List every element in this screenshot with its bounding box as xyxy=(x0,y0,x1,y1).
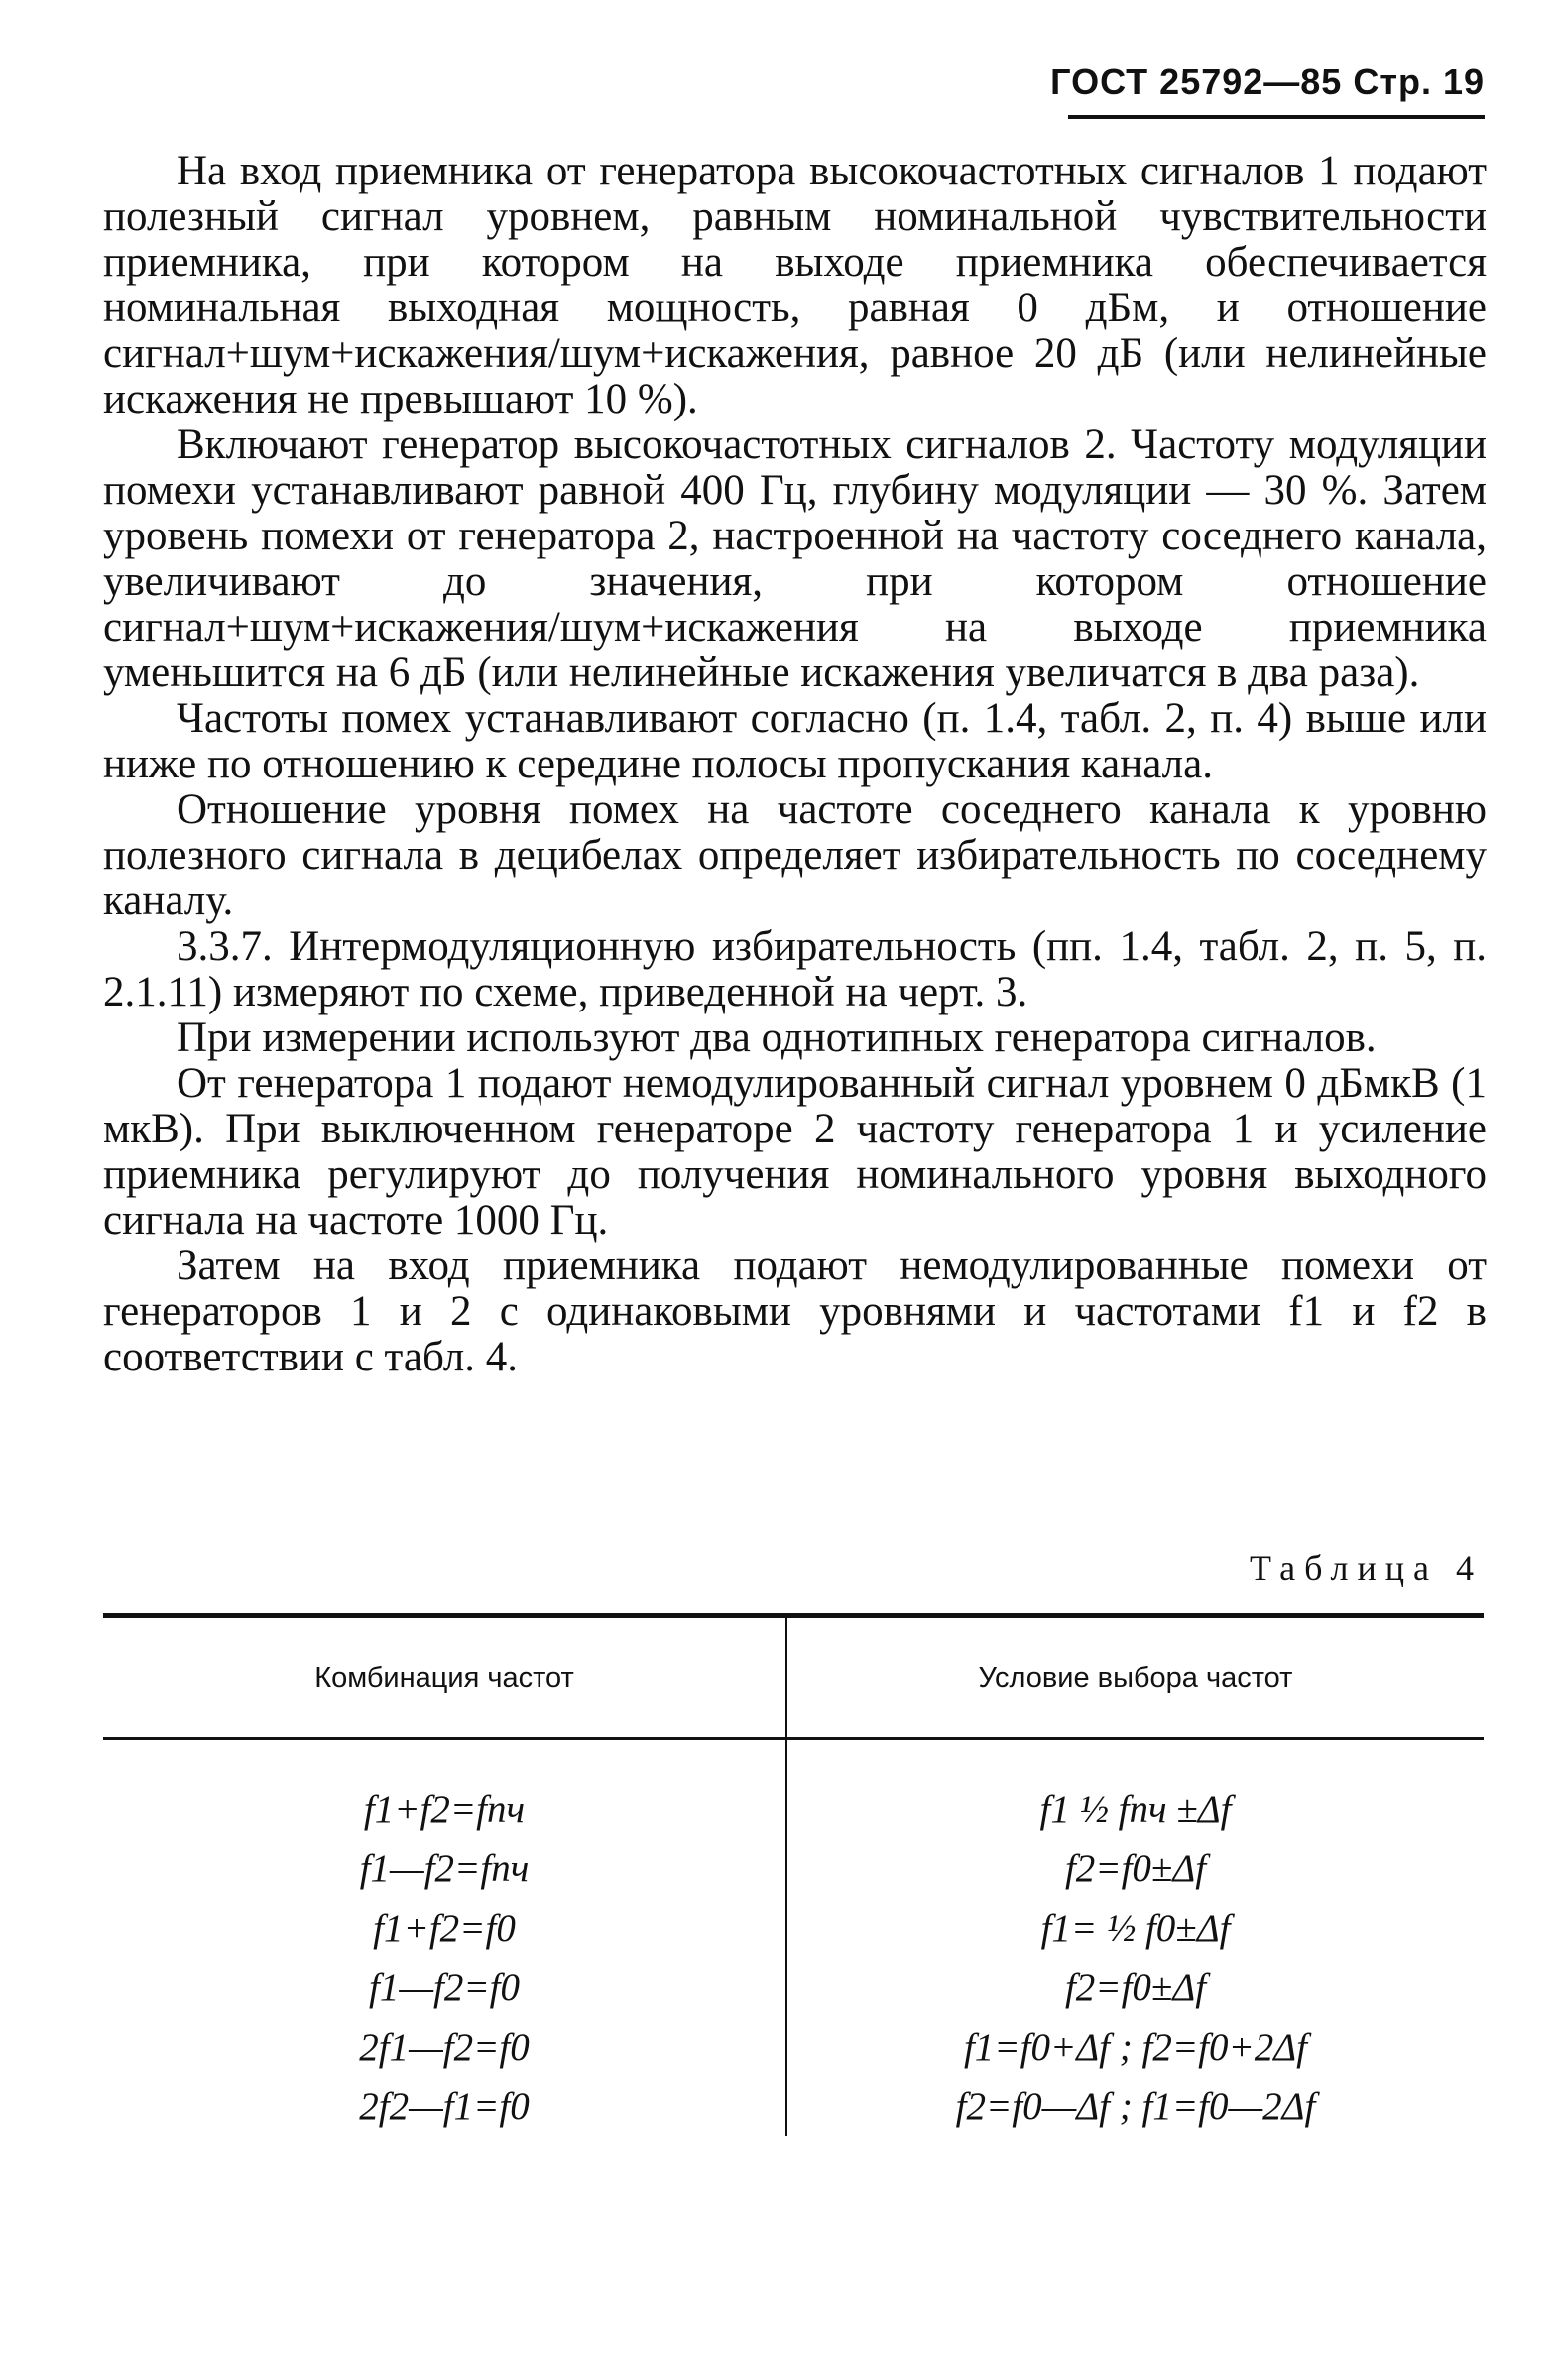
column-header-condition: Условие выбора частот xyxy=(786,1616,1484,1739)
table-cell: 2f2—f1=f0 xyxy=(103,2077,786,2136)
frequency-table xyxy=(103,1613,1484,2136)
table-cell: f1+f2=f0 xyxy=(103,1898,786,1958)
table-row xyxy=(103,1839,1484,1898)
paragraph: При измерении используют два однотипных генератора сигналов. xyxy=(177,1014,1377,1061)
table-cell: f1+f2=fпч xyxy=(103,1739,786,1840)
table-row xyxy=(103,2077,1484,2136)
table-cell: f2=f0±Δf xyxy=(1064,1846,1207,1890)
paragraph: Отношение уровня помех на частоте соседнего канала к уровню полезного сигнала в децибелах определяет избирательность по соседнему каналу. xyxy=(103,786,1487,924)
page-header: ГОСТ 25792—85 Стр. 19 xyxy=(1050,61,1485,102)
table-cell: f1=f0+Δf ; f2=f0+2Δf xyxy=(963,2025,1308,2069)
table-row xyxy=(103,1958,1484,2017)
header-rule xyxy=(1068,115,1485,119)
table-cell: f1—f2=fпч xyxy=(103,1839,786,1898)
table-cell: 2f1—f2=f0 xyxy=(103,2017,786,2077)
table-cell: f2=f0—Δf ; f1=f0—2Δf xyxy=(955,2084,1316,2128)
paragraph: На вход приемника от генератора высокочастотных сигналов 1 подают полезный сигнал уровнем, равным номинальной чувствительности приемника, при котором на выходе приемника обеспечивается номинальная выходная мощность, равная 0 дБм, и отношение сигнал+шум+искажения/шум+искажения, равное 20 дБ (или нелинейные искажения не превышают 10 %). xyxy=(103,148,1487,422)
table-row xyxy=(103,2017,1484,2077)
body-text xyxy=(103,149,1487,1380)
table-row xyxy=(103,1739,1484,1840)
paragraph: Частоты помех устанавливают согласно (п. 1.4, табл. 2, п. 4) выше или ниже по отношению к середине полосы пропускания канала. xyxy=(103,695,1487,787)
table-row xyxy=(103,1898,1484,1958)
paragraph: Затем на вход приемника подают немодулированные помехи от генераторов 1 и 2 с одинаковыми уровнями и частотами f1 и f2 в соответствии с табл. 4. xyxy=(103,1243,1487,1380)
paragraph: От генератора 1 подают немодулированный сигнал уровнем 0 дБмкВ (1 мкВ). При выключенном генераторе 2 частоту генератора 1 и усиление приемника регулируют до получения номинального уровня выходного сигнала на частоте 1000 Гц. xyxy=(103,1060,1487,1244)
column-header-combination: Комбинация частот xyxy=(103,1616,786,1739)
paragraph: Включают генератор высокочастотных сигналов 2. Частоту модуляции помехи устанавливают равной 400 Гц, глубину модуляции — 30 %. Затем уровень помехи от генератора 2, настроенной на частоту соседнего канала, увеличивают до значения, при котором отношение сигнал+шум+искажения/шум+искажения на выходе приемника уменьшится на 6 дБ (или нелинейные искажения увеличатся в два раза). xyxy=(103,421,1487,696)
table-header-row xyxy=(103,1616,1484,1739)
table-cell: f1 ½ fпч ±Δf xyxy=(1039,1787,1232,1831)
table-title: Таблица 4 xyxy=(1250,1548,1483,1588)
table-cell: f2=f0±Δf xyxy=(1064,1965,1207,2009)
table-cell: f1—f2=f0 xyxy=(103,1958,786,2017)
paragraph: 3.3.7. Интермодуляционную избирательность (пп. 1.4, табл. 2, п. 5, п. 2.1.11) измеряют по схеме, приведенной на черт. 3. xyxy=(103,923,1487,1015)
table-cell: f1= ½ f0±Δf xyxy=(1040,1906,1231,1950)
